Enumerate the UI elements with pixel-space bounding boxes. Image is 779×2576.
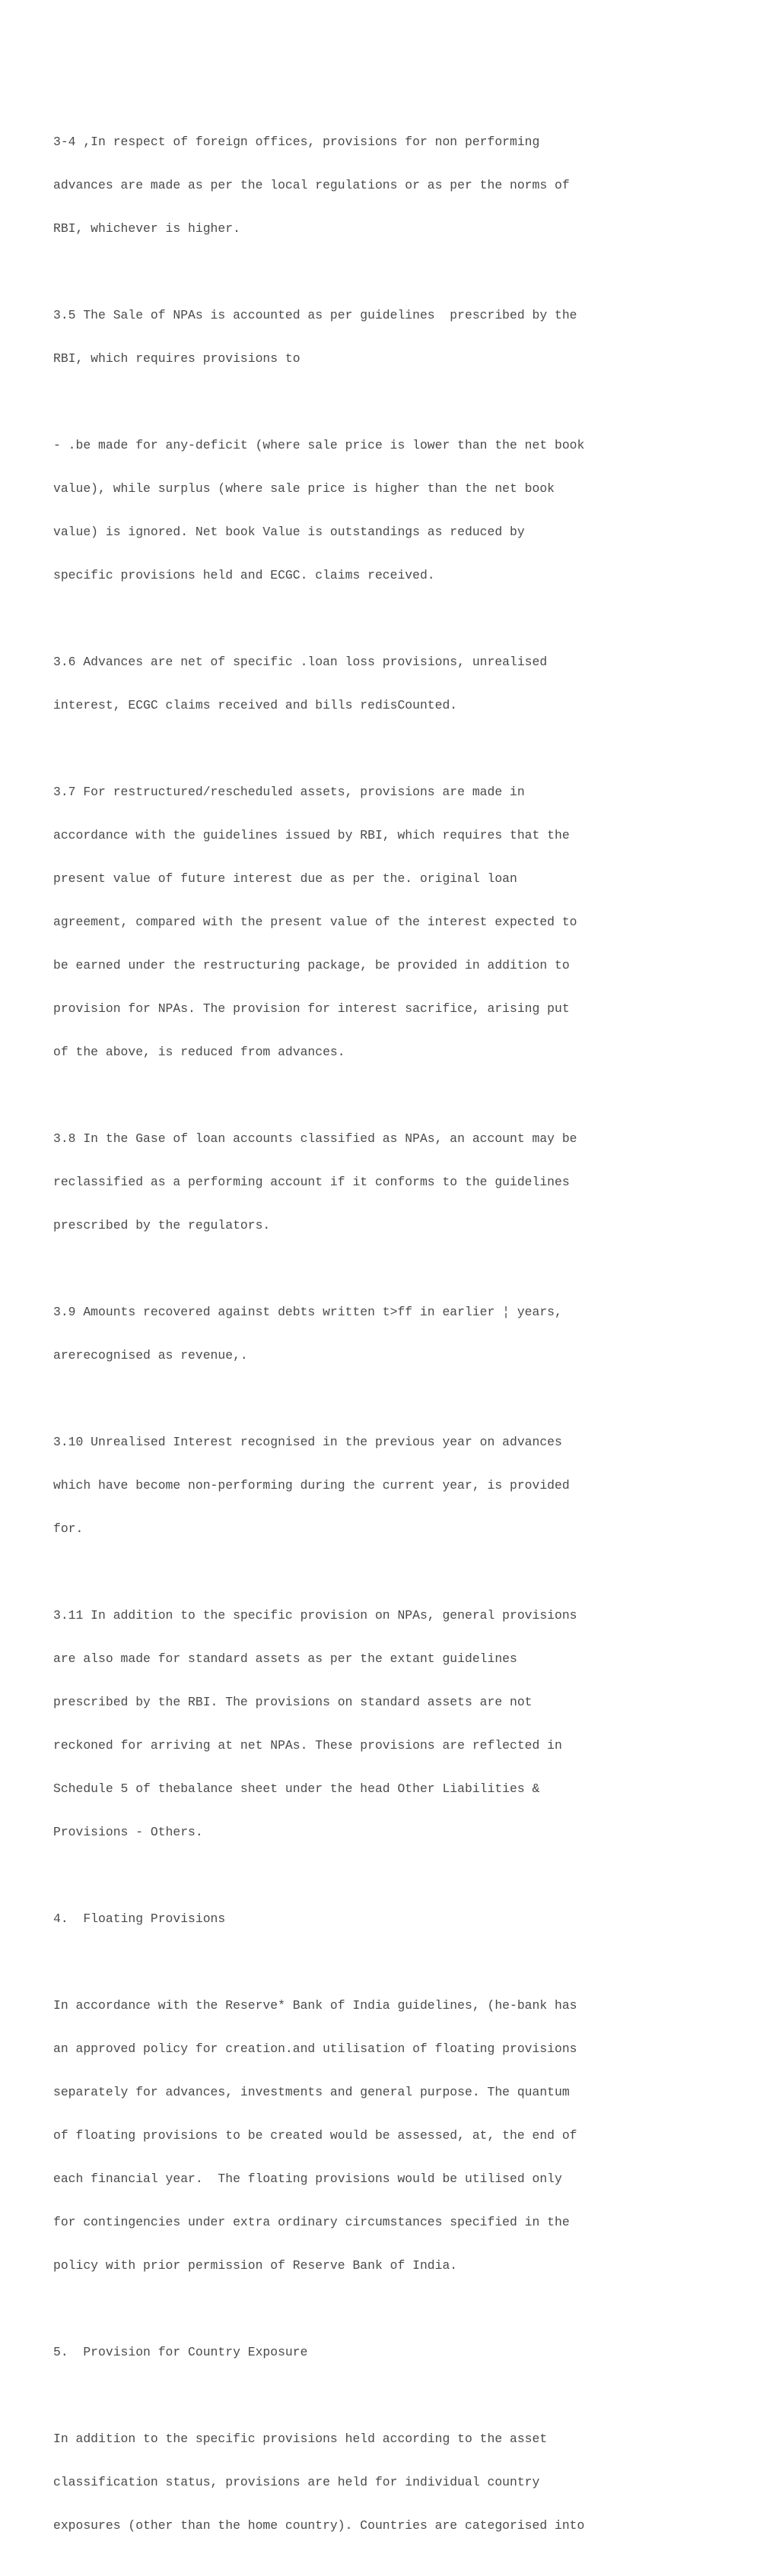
text-line: provision for NPAs. The provision for interest sacrifice, arising put xyxy=(53,1001,570,1016)
text-line: RBI, whichever is higher. xyxy=(53,221,240,236)
text-line: 3.5 The Sale of NPAs is accounted as per guidelines prescribed by the xyxy=(53,308,577,322)
text-line: Schedule 5 of thebalance sheet under the head Other Liabilities & xyxy=(53,1781,540,1796)
text-line: policy with prior permission of Reserve Bank of India. xyxy=(53,2258,458,2273)
section-heading: 5. Provision for Country Exposure xyxy=(53,2345,308,2359)
text-line: - .be made for any-deficit (where sale price is lower than the net book xyxy=(53,438,585,452)
text-line: accordance with the guidelines issued by RBI, which requires that the xyxy=(53,828,570,842)
section-heading-country-exposure xyxy=(53,2316,768,2388)
text-line: which have become non-performing during the current year, is provided xyxy=(53,1478,570,1493)
text-line: each financial year. The floating provisions would be utilised only xyxy=(53,2172,562,2186)
text-line: agreement, compared with the present value of the interest expected to xyxy=(53,915,577,929)
text-line: 3.11 In addition to the specific provision on NPAs, general provisions xyxy=(53,1608,577,1623)
text-line: 3.7 For restructured/rescheduled assets, provisions are made in xyxy=(53,785,525,799)
text-line: 3.10 Unrealised Interest recognised in the previous year on advances xyxy=(53,1435,562,1449)
paragraph-3-8 xyxy=(53,1102,768,1261)
document-page xyxy=(53,106,768,2576)
text-line: value), while surplus (where sale price is higher than the net book xyxy=(53,481,555,496)
paragraph-3-5-continued xyxy=(53,409,768,611)
section-heading: 4. Floating Provisions xyxy=(53,1911,226,1926)
text-line: of the above, is reduced from advances. xyxy=(53,1045,345,1059)
text-line: be earned under the restructuring package, be provided in addition to xyxy=(53,958,570,972)
paragraph-country-exposure xyxy=(53,2403,768,2562)
paragraph-3-11 xyxy=(53,1579,768,1868)
paragraph-3-10 xyxy=(53,1406,768,1565)
text-line: prescribed by the regulators. xyxy=(53,1218,271,1232)
text-line: arerecognised as revenue,. xyxy=(53,1348,248,1363)
text-line: exposures (other than the home country). Countries are categorised into xyxy=(53,2518,585,2533)
text-line: In accordance with the Reserve* Bank of India guidelines, (he-bank has xyxy=(53,1998,577,2013)
text-line: classification status, provisions are held for individual country xyxy=(53,2475,540,2489)
text-line: of floating provisions to be created would be assessed, at, the end of xyxy=(53,2128,577,2143)
text-line: specific provisions held and ECGC. claims received. xyxy=(53,568,435,582)
paragraph-3-4 xyxy=(53,106,768,265)
text-line: value) is ignored. Net book Value is outstandings as reduced by xyxy=(53,525,525,539)
text-line: reckoned for arriving at net NPAs. These provisions are reflected in xyxy=(53,1738,562,1753)
text-line: 3.6 Advances are net of specific .loan loss provisions, unrealised xyxy=(53,655,548,669)
paragraph-3-7 xyxy=(53,756,768,1088)
text-line: RBI, which requires provisions to xyxy=(53,351,300,366)
paragraph-3-9 xyxy=(53,1276,768,1391)
section-heading-floating-provisions xyxy=(53,1883,768,1955)
text-line: are also made for standard assets as per the extant guidelines xyxy=(53,1651,517,1666)
text-line: prescribed by the RBI. The provisions on standard assets are not xyxy=(53,1695,533,1709)
text-line: 3.8 In the Gase of loan accounts classified as NPAs, an account may be xyxy=(53,1131,577,1146)
paragraph-3-5 xyxy=(53,279,768,395)
text-line: advances are made as per the local regulations or as per the norms of xyxy=(53,178,570,192)
text-line: separately for advances, investments and general purpose. The quantum xyxy=(53,2085,570,2099)
text-line: reclassified as a performing account if it conforms to the guidelines xyxy=(53,1175,570,1189)
text-line: interest, ECGC claims received and bills redisCounted. xyxy=(53,698,458,712)
text-line: for. xyxy=(53,1521,84,1536)
text-line: Provisions - Others. xyxy=(53,1825,203,1839)
text-line: In addition to the specific provisions held according to the asset xyxy=(53,2432,548,2446)
text-line: 3-4 ,In respect of foreign offices, provisions for non performing xyxy=(53,135,540,149)
text-line: for contingencies under extra ordinary circumstances specified in the xyxy=(53,2215,570,2229)
paragraph-3-6 xyxy=(53,626,768,741)
text-line: 3.9 Amounts recovered against debts written t>ff in earlier ¦ years, xyxy=(53,1305,562,1319)
paragraph-floating-provisions xyxy=(53,1969,768,2302)
text-line: present value of future interest due as per the. original loan xyxy=(53,871,517,886)
text-line: an approved policy for creation.and utilisation of floating provisions xyxy=(53,2041,577,2056)
